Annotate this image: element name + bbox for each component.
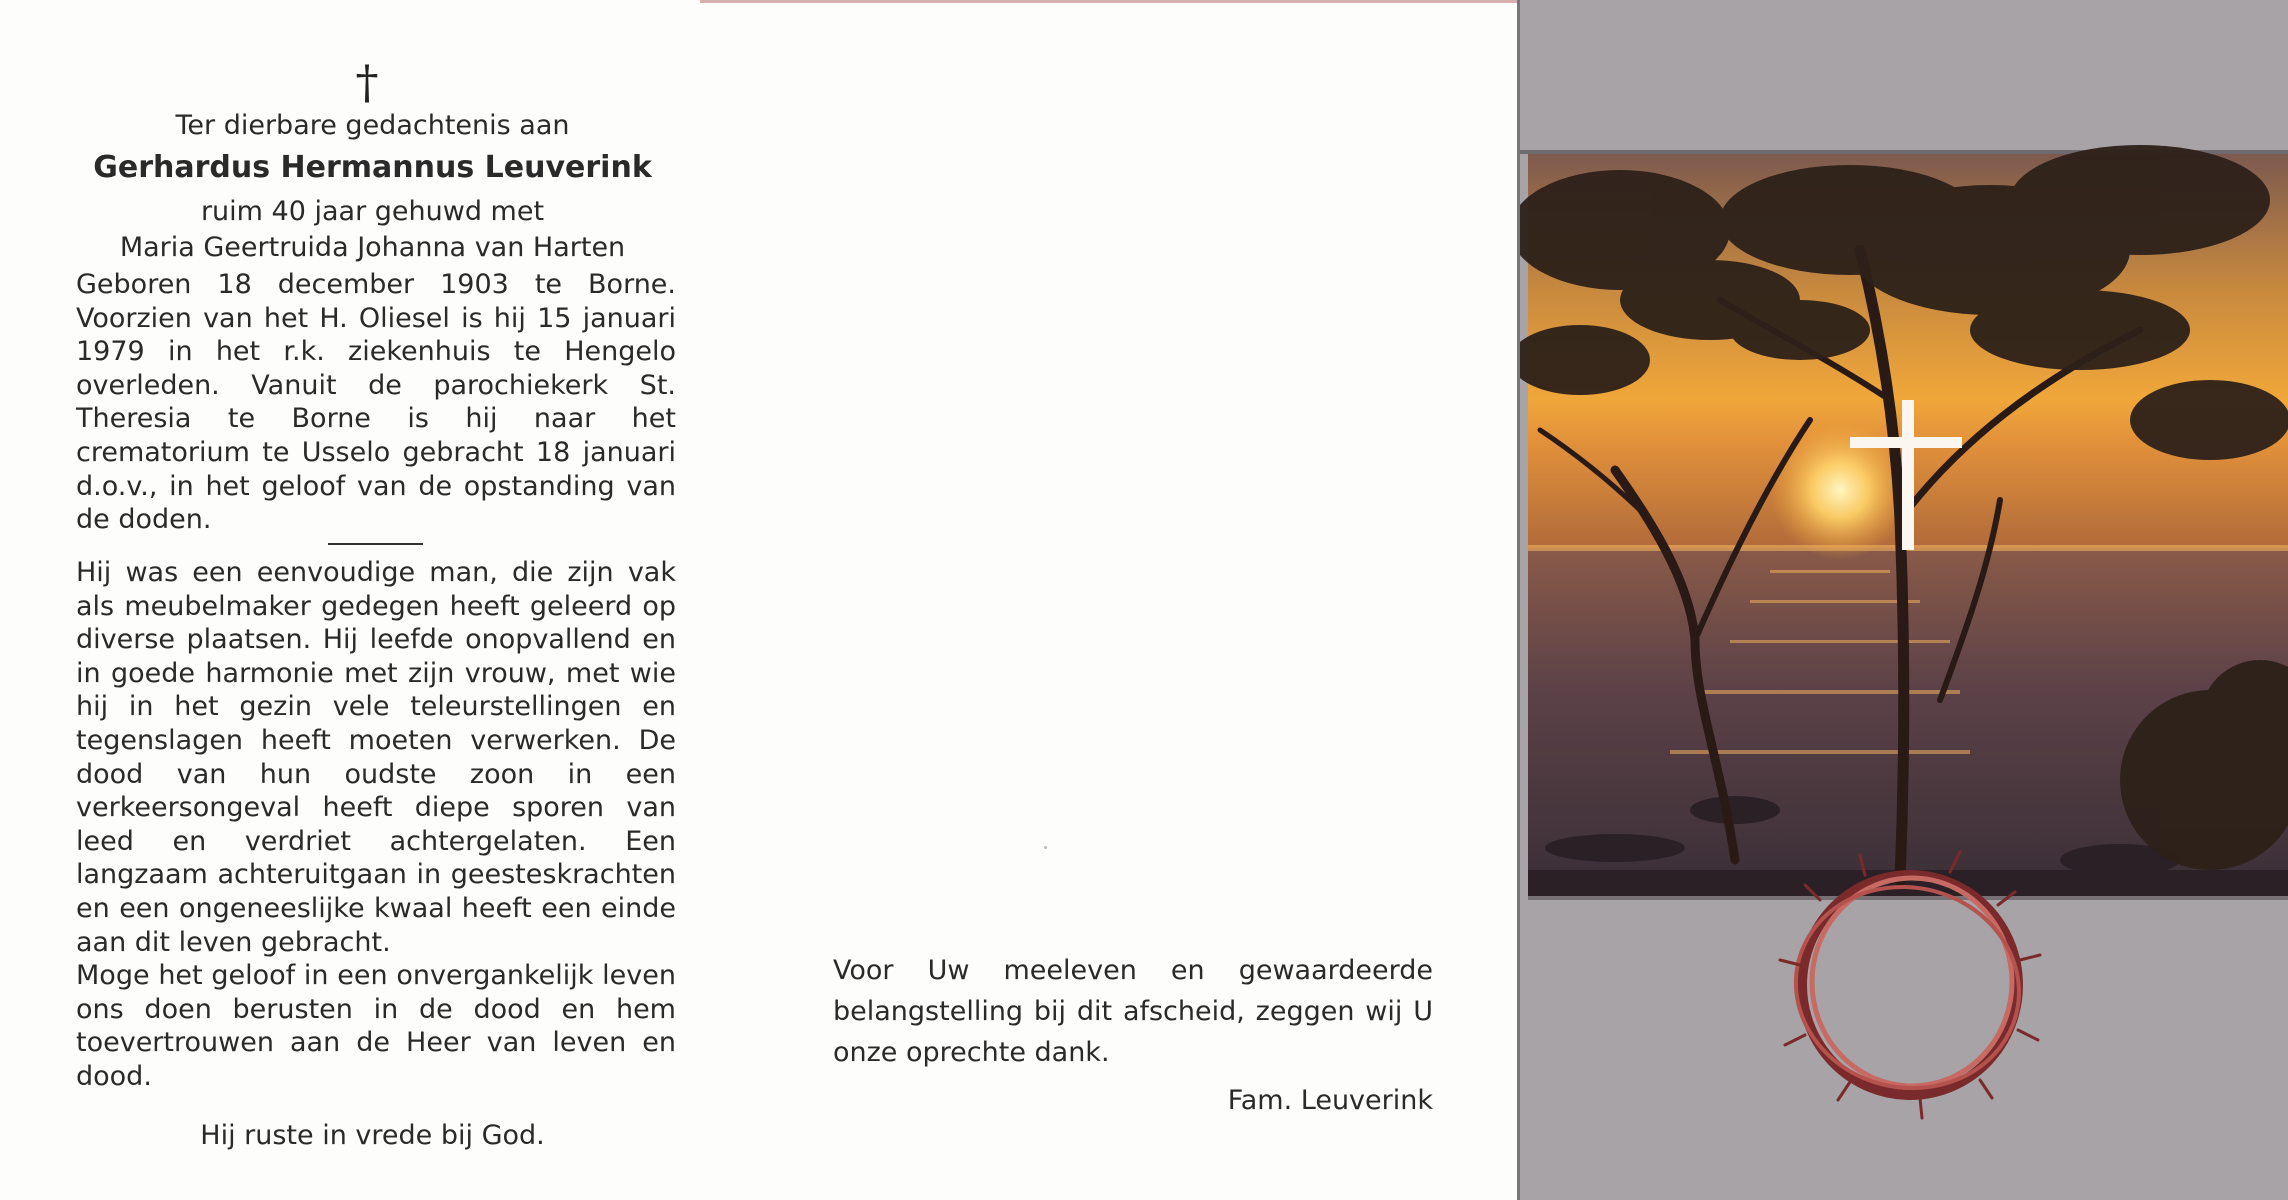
paper-speck [1044, 846, 1047, 849]
thanks-message: Voor Uw meeleven en gewaardeerde belangstelling bij dit afscheid, zeggen wij U onze oprechte dank. [833, 955, 1433, 1068]
thanks-panel [745, 0, 1520, 1200]
closing-line: Hij ruste in vrede bij God. [200, 1120, 545, 1151]
spouse-name: Maria Geertruida Johanna van Harten [119, 232, 626, 263]
cross-icon: † [355, 55, 379, 109]
divider-rule [328, 543, 423, 545]
intro-line: Ter dierbare gedachtenis aan [175, 110, 570, 141]
marriage-line: ruim 40 jaar gehuwd met [200, 196, 545, 227]
biography-text: Geboren 18 december 1903 te Borne. Voorzien van het H. Oliesel is hij 15 januari 1979 in het r.k. ziekenhuis te Hengelo overleden. Vanuit de parochiekerk St. Theresia te Borne is hij naar het crematorium te Usselo gebracht 18 januari d.o.v., in het geloof van de opstanding van de doden. [76, 269, 676, 536]
biography-block [76, 268, 676, 537]
cover-artwork [1520, 0, 2288, 1200]
family-signature: Fam. Leuverink [1227, 1085, 1433, 1116]
obituary-panel [0, 0, 745, 1200]
tribute-block [76, 556, 676, 1094]
cover-panel [1520, 0, 2288, 1200]
deceased-name: Gerhardus Hermannus Leuverink [93, 150, 652, 185]
tribute-text: Hij was een eenvoudige man, die zijn vak als meubelmaker gedegen heeft geleerd op diverse plaatsen. Hij leefde onopvallend en in goede harmonie met zijn vrouw, met wie hij in het gezin vele teleurstellingen en tegenslagen heeft moeten verwerken. De dood van hun oudste zoon in een verkeersongeval heeft diepe sporen van leed en verdriet achtergelaten. Een langzaam achteruitgaan in geesteskrachten en een ongeneeslijke kwaal heeft een einde aan dit leven gebracht. [76, 557, 676, 958]
prayer-text: Moge het geloof in een onvergankelijk leven ons doen berusten in de dood en hem toevertrouwen aan de Heer van leven en dood. [76, 960, 676, 1092]
photo-bottom-shadow [1528, 896, 2288, 900]
